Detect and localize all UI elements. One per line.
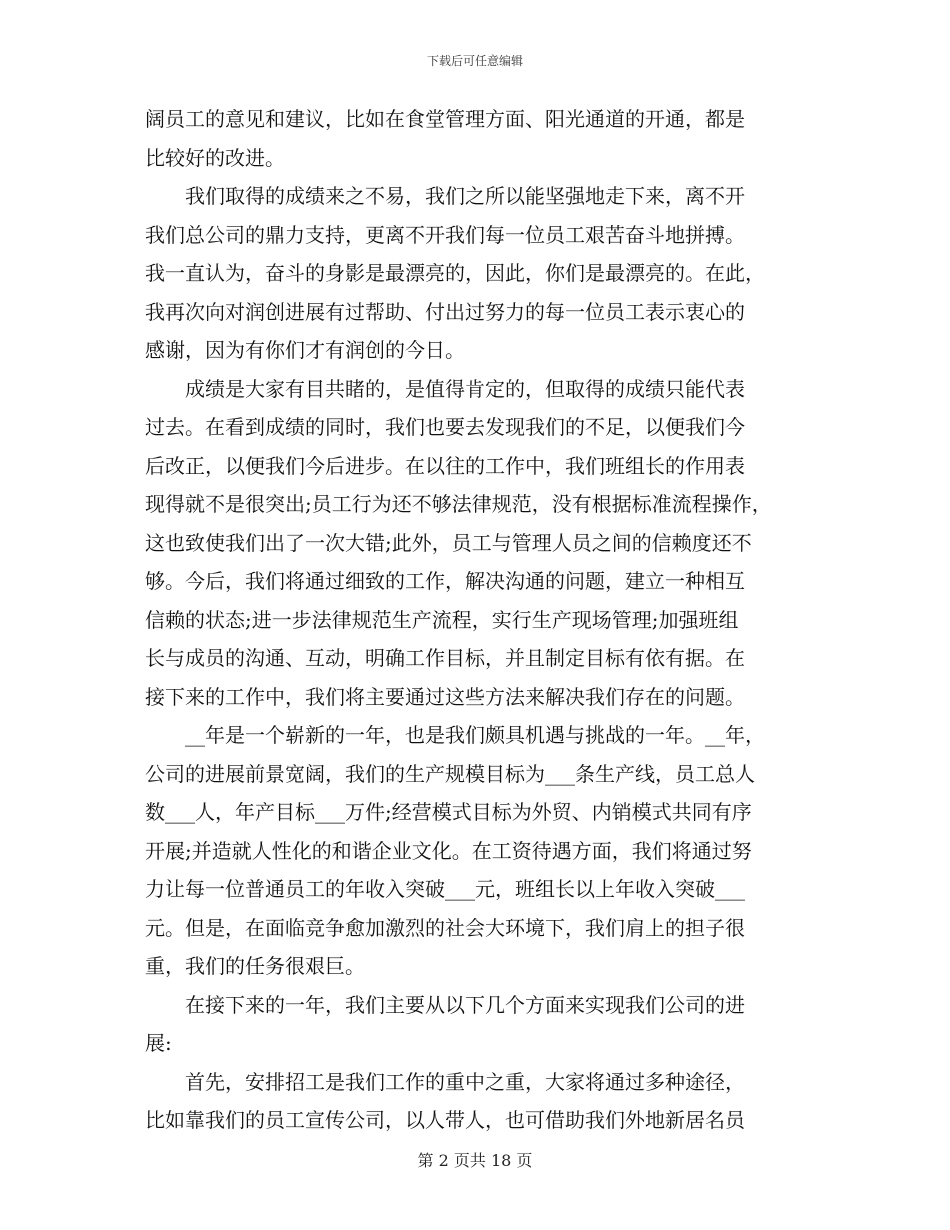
text-line: 过去。在看到成绩的同时，我们也要去发现我们的不足，以便我们今 [145, 415, 745, 439]
text-line: 成绩是大家有目共睹的，是值得肯定的，但取得的成绩只能代表 [145, 376, 745, 401]
text-line: 重，我们的任务很艰巨。 [145, 954, 365, 978]
text-line: 比如靠我们的员工宣传公司，以人带人，也可借助我们外地新居名员 [145, 1108, 745, 1132]
text-line: 接下来的工作中，我们将主要通过这些方法来解决我们存在的问题。 [145, 684, 745, 709]
page-header: 下载后可任意编辑 [426, 54, 523, 68]
text-line: 阔员工的意见和建议，比如在食堂管理方面、阳光通道的开通，都是 [145, 107, 745, 131]
text-line: 比较好的改进。 [145, 145, 285, 170]
text-line: 信赖的状态;进一步法律规范生产流程，实行生产现场管理;加强班组 [145, 607, 739, 632]
text-line: 够。今后，我们将通过细致的工作，解决沟通的问题，建立一种相互 [145, 569, 745, 593]
text-line: 长与成员的沟通、互动，明确工作目标，并且制定目标有依有据。在 [145, 646, 745, 670]
text-line: 元。但是，在面临竞争愈加激烈的社会大环境下，我们肩上的担子很 [145, 915, 745, 940]
page-number-footer: 第 2 页共 18 页 [417, 1151, 533, 1170]
text-line: 我一直认为，奋斗的身影是最漂亮的，因此，你们是最漂亮的。在此， [145, 261, 765, 285]
text-line: 数___人，年产目标___万件;经营模式目标为外贸、内销模式共同有序 [145, 800, 752, 824]
text-line: 我再次向对润创进展有过帮助、付出过努力的每一位员工表示衷心的 [145, 299, 745, 324]
text-line: 在接下来的一年，我们主要从以下几个方面来实现我们公司的进 [145, 992, 745, 1017]
text-line: 我们总公司的鼎力支持，更离不开我们每一位员工艰苦奋斗地拼搏。 [145, 222, 745, 247]
document-body [145, 100, 805, 1140]
text-line: 公司的进展前景宽阔，我们的生产规模目标为___条生产线，员工总人 [145, 761, 755, 786]
text-line: 首先，安排招工是我们工作的重中之重，大家将通过多种途径， [145, 1069, 745, 1094]
text-line: 力让每一位普通员工的年收入突破___元，班组长以上年收入突破___ [145, 877, 745, 901]
text-line: 感谢，因为有你们才有润创的今日。 [145, 338, 465, 362]
text-line: 展: [145, 1031, 172, 1055]
text-line: 开展;并造就人性化的和谐企业文化。在工资待遇方面，我们将通过努 [145, 838, 752, 863]
text-line: 现得就不是很突出;员工行为还不够法律规范，没有根据标准流程操作， [145, 492, 772, 516]
text-line: 我们取得的成绩来之不易，我们之所以能坚强地走下来，离不开 [145, 184, 745, 208]
text-line: 这也致使我们出了一次大错;此外，员工与管理人员之间的信赖度还不 [145, 530, 752, 555]
text-line: __年是一个崭新的一年，也是我们颇具机遇与挑战的一年。__年， [145, 723, 765, 747]
text-line: 后改正，以便我们今后进步。在以往的工作中，我们班组长的作用表 [145, 453, 745, 478]
